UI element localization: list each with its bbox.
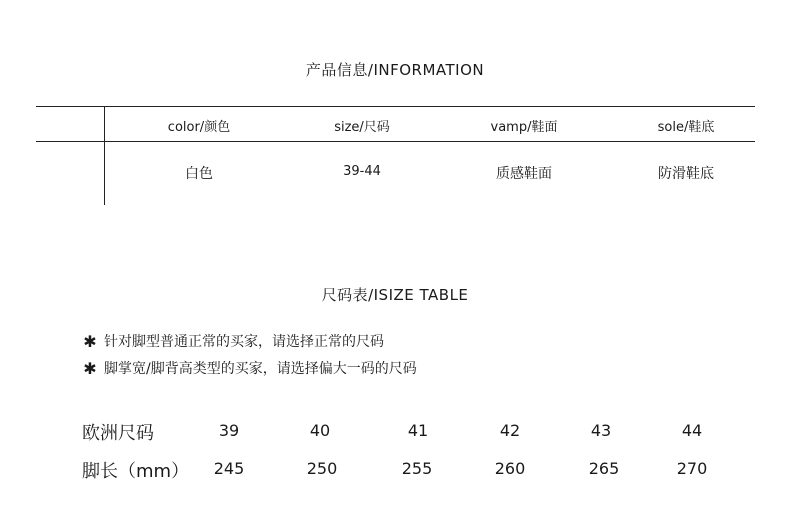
star-icon: ✱ (83, 358, 97, 378)
note-text: 针对脚型普通正常的买家，请选择正常的尺码 (104, 334, 384, 350)
row-label-foot-length: 脚长（mm） (82, 461, 190, 482)
eu-size-cell: 40 (309, 421, 331, 440)
foot-length-cell: 260 (494, 459, 526, 478)
eu-size-cell: 41 (407, 421, 429, 440)
header-size: size/尺码 (334, 120, 390, 135)
header-color: color/颜色 (167, 120, 231, 135)
table-top-border (36, 106, 755, 107)
eu-size-cell: 39 (218, 421, 240, 440)
foot-length-cell: 270 (676, 459, 708, 478)
product-info-title: 产品信息/INFORMATION (305, 61, 485, 79)
size-table-title: 尺码表/ISIZE TABLE (321, 286, 469, 304)
note-item (82, 358, 417, 378)
eu-size-cell: 44 (681, 421, 703, 440)
eu-size-cell: 43 (590, 421, 612, 440)
star-icon: ✱ (83, 331, 97, 351)
note-text: 脚掌宽/脚背高类型的买家，请选择偏大一码的尺码 (104, 361, 417, 377)
eu-size-cell: 42 (499, 421, 521, 440)
value-color: 白色 (185, 166, 213, 182)
value-size: 39-44 (343, 164, 381, 179)
value-sole: 防滑鞋底 (658, 166, 714, 182)
foot-length-cell: 265 (588, 459, 620, 478)
row-label-eu-size: 欧洲尺码 (82, 423, 154, 444)
note-item (82, 331, 384, 351)
foot-length-cell: 245 (213, 459, 245, 478)
table-left-divider (104, 106, 105, 205)
header-vamp: vamp/鞋面 (490, 120, 558, 135)
header-sole: sole/鞋底 (657, 120, 715, 135)
table-header-divider (36, 141, 755, 142)
foot-length-cell: 255 (401, 459, 433, 478)
value-vamp: 质感鞋面 (496, 166, 552, 182)
foot-length-cell: 250 (306, 459, 338, 478)
